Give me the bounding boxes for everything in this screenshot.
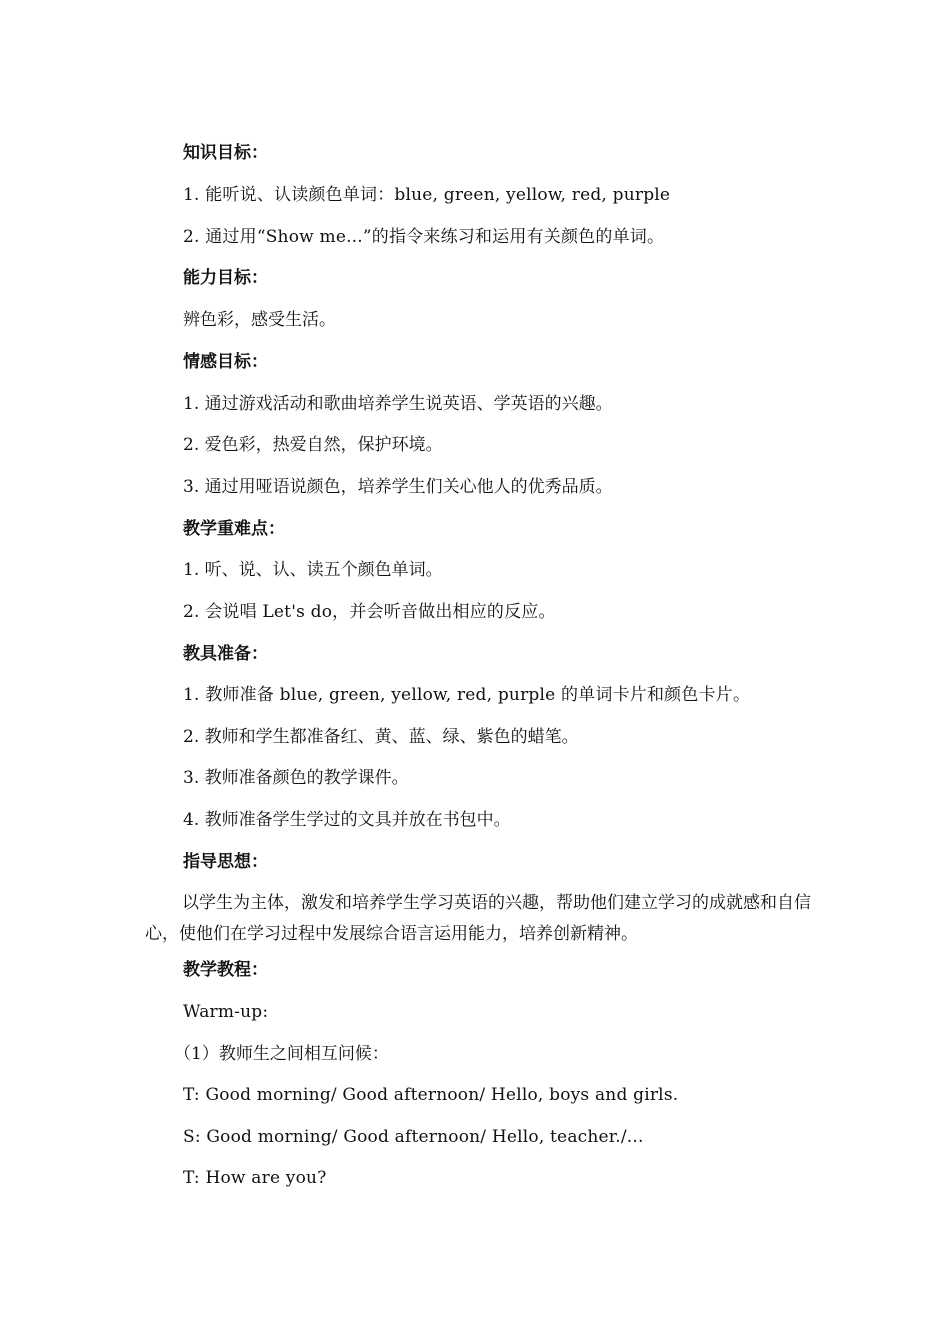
knowledge-item-2: 2. 通过用“Show me...”的指令来练习和运用有关颜色的单词。 (183, 227, 665, 247)
guidance-paragraph: 以学生为主体，激发和培养学生学习英语的兴趣，帮助他们建立学习的成就感和自信心，使他们在学习过程中发展综合语言运用能力，培养创新精神。 (145, 893, 811, 944)
ability-heading: 能力目标： (183, 268, 268, 288)
emotion-heading: 情感目标： (183, 352, 268, 372)
knowledge-heading: 知识目标： (183, 143, 268, 163)
procedure-step-1: （1）教师生之间相互问候： (174, 1044, 389, 1064)
emotion-item-3: 3. 通过用哑语说颜色，培养学生们关心他人的优秀品质。 (183, 477, 613, 497)
knowledge-item-1: 1. 能听说、认读颜色单词：blue, green, yellow, red, purple (183, 185, 671, 205)
materials-heading: 教具准备： (183, 644, 268, 664)
emotion-item-2: 2. 爱色彩，热爱自然，保护环境。 (183, 435, 443, 455)
keypoints-item-2: 2. 会说唱 Let's do，并会听音做出相应的反应。 (183, 602, 556, 622)
guidance-heading: 指导思想： (183, 852, 268, 872)
dialogue-line-teacher-question: T: How are you? (183, 1168, 327, 1188)
ability-text: 辨色彩，感受生活。 (183, 310, 336, 330)
procedure-warmup: Warm-up: (183, 1002, 269, 1022)
keypoints-heading: 教学重难点： (183, 519, 285, 539)
materials-item-1: 1. 教师准备 blue, green, yellow, red, purple 的单词卡片和颜色卡片。 (183, 685, 751, 705)
materials-item-2: 2. 教师和学生都准备红、黄、蓝、绿、紫色的蜡笔。 (183, 727, 579, 747)
keypoints-item-1: 1. 听、说、认、读五个颜色单词。 (183, 560, 443, 580)
dialogue-line-teacher-greeting: T: Good morning/ Good afternoon/ Hello, boys and girls. (183, 1085, 679, 1105)
materials-item-3: 3. 教师准备颜色的教学课件。 (183, 768, 409, 788)
materials-item-4: 4. 教师准备学生学过的文具并放在书包中。 (183, 810, 511, 830)
procedure-heading: 教学教程： (183, 960, 268, 980)
emotion-item-1: 1. 通过游戏活动和歌曲培养学生说英语、学英语的兴趣。 (183, 394, 613, 414)
dialogue-line-student-greeting: S: Good morning/ Good afternoon/ Hello, teacher./... (183, 1127, 644, 1147)
